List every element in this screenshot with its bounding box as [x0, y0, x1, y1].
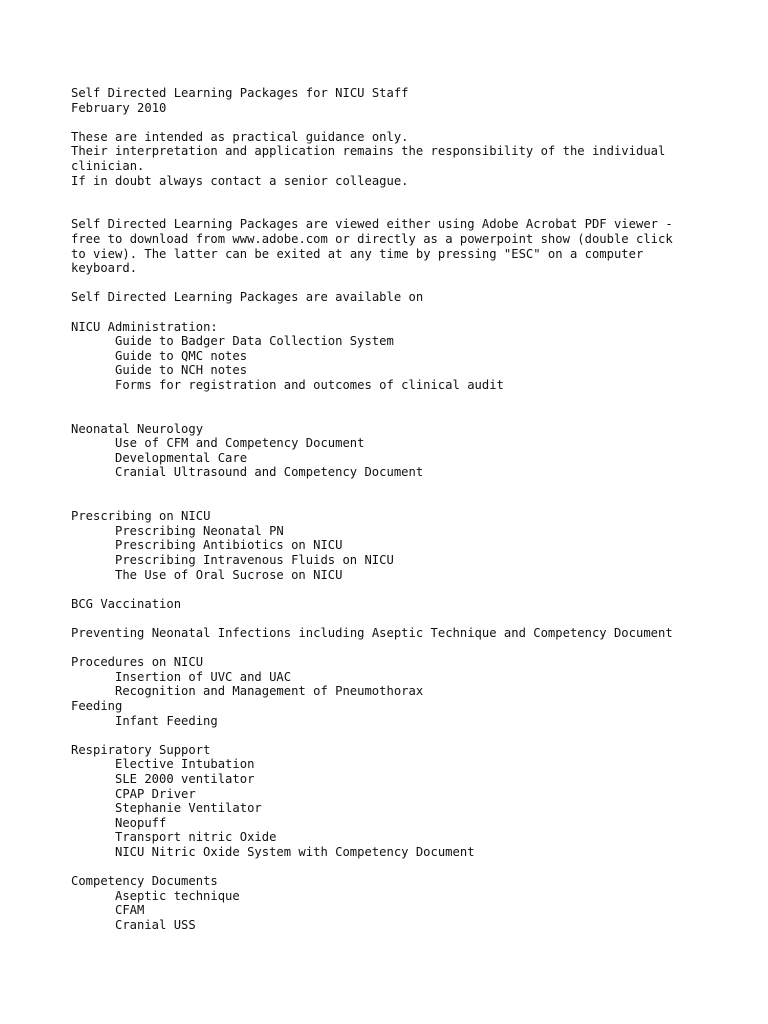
viewing-instructions-line: Self Directed Learning Packages are viewed either using Adobe Acrobat PDF viewer -	[71, 217, 673, 232]
package-item: Prescribing Antibiotics on NICU	[115, 538, 343, 553]
spacer	[71, 115, 751, 130]
spacer	[71, 480, 751, 509]
section-heading-prescribing: Prescribing on NICU	[71, 509, 211, 524]
package-item: Guide to QMC notes	[115, 348, 248, 363]
package-item: Forms for registration and outcomes of clinical audit	[115, 377, 504, 392]
package-item: Elective Intubation	[115, 757, 255, 772]
package-item: The Use of Oral Sucrose on NICU	[115, 567, 343, 582]
package-item: Use of CFM and Competency Document	[115, 436, 365, 451]
viewing-instructions-line: free to download from www.adobe.com or directly as a powerpoint show (double click	[71, 231, 673, 246]
section-heading-infections: Preventing Neonatal Infections including Aseptic Technique and Competency Document	[71, 625, 673, 640]
available-intro: Self Directed Learning Packages are available on	[71, 290, 424, 305]
package-item: Cranial USS	[115, 917, 196, 932]
document-title: Self Directed Learning Packages for NICU Staff	[71, 86, 409, 100]
disclaimer-line: If in doubt always contact a senior colleague.	[71, 173, 409, 188]
section-heading-respiratory: Respiratory Support	[71, 742, 211, 757]
spacer	[71, 188, 751, 217]
section-heading-admin: NICU Administration:	[71, 319, 218, 334]
package-item: Prescribing Neonatal PN	[115, 523, 284, 538]
spacer	[71, 641, 751, 656]
package-item: NICU Nitric Oxide System with Competency Document	[115, 844, 475, 859]
viewing-instructions-line: keyboard.	[71, 261, 138, 276]
spacer	[71, 728, 751, 743]
viewing-instructions-line: to view). The latter can be exited at any time by pressing "ESC" on a computer	[71, 246, 644, 261]
package-item: CFAM	[115, 903, 145, 918]
package-item: Neopuff	[115, 815, 167, 830]
package-item: Cranial Ultrasound and Competency Document	[115, 465, 424, 480]
spacer	[71, 276, 751, 291]
spacer	[71, 859, 751, 874]
document-page	[71, 86, 751, 932]
spacer	[71, 392, 751, 421]
document-date: February 2010	[71, 100, 167, 115]
package-item: Aseptic technique	[115, 888, 240, 903]
package-item: Recognition and Management of Pneumothorax	[115, 684, 424, 699]
section-heading-bcg: BCG Vaccination	[71, 596, 182, 611]
package-item: Infant Feeding	[115, 713, 218, 728]
package-item: Developmental Care	[115, 450, 248, 465]
disclaimer-line: clinician.	[71, 158, 145, 173]
package-item: SLE 2000 ventilator	[115, 771, 255, 786]
package-item: Prescribing Intravenous Fluids on NICU	[115, 553, 394, 567]
package-item: Insertion of UVC and UAC	[115, 669, 292, 684]
disclaimer-line: Their interpretation and application remains the responsibility of the individual	[71, 144, 666, 159]
section-heading-procedures: Procedures on NICU	[71, 655, 204, 670]
section-heading-competency: Competency Documents	[71, 874, 218, 889]
disclaimer-line: These are intended as practical guidance only.	[71, 129, 409, 144]
spacer	[71, 611, 751, 626]
section-heading-neurology: Neonatal Neurology	[71, 421, 204, 436]
section-heading-feeding: Feeding	[71, 698, 123, 713]
spacer	[71, 582, 751, 597]
package-item: Stephanie Ventilator	[115, 801, 262, 816]
package-item: Guide to Badger Data Collection System	[115, 334, 394, 349]
package-item: Transport nitric Oxide	[115, 830, 277, 845]
package-item: Guide to NCH notes	[115, 363, 248, 378]
package-item: CPAP Driver	[115, 786, 196, 801]
spacer	[71, 305, 751, 320]
